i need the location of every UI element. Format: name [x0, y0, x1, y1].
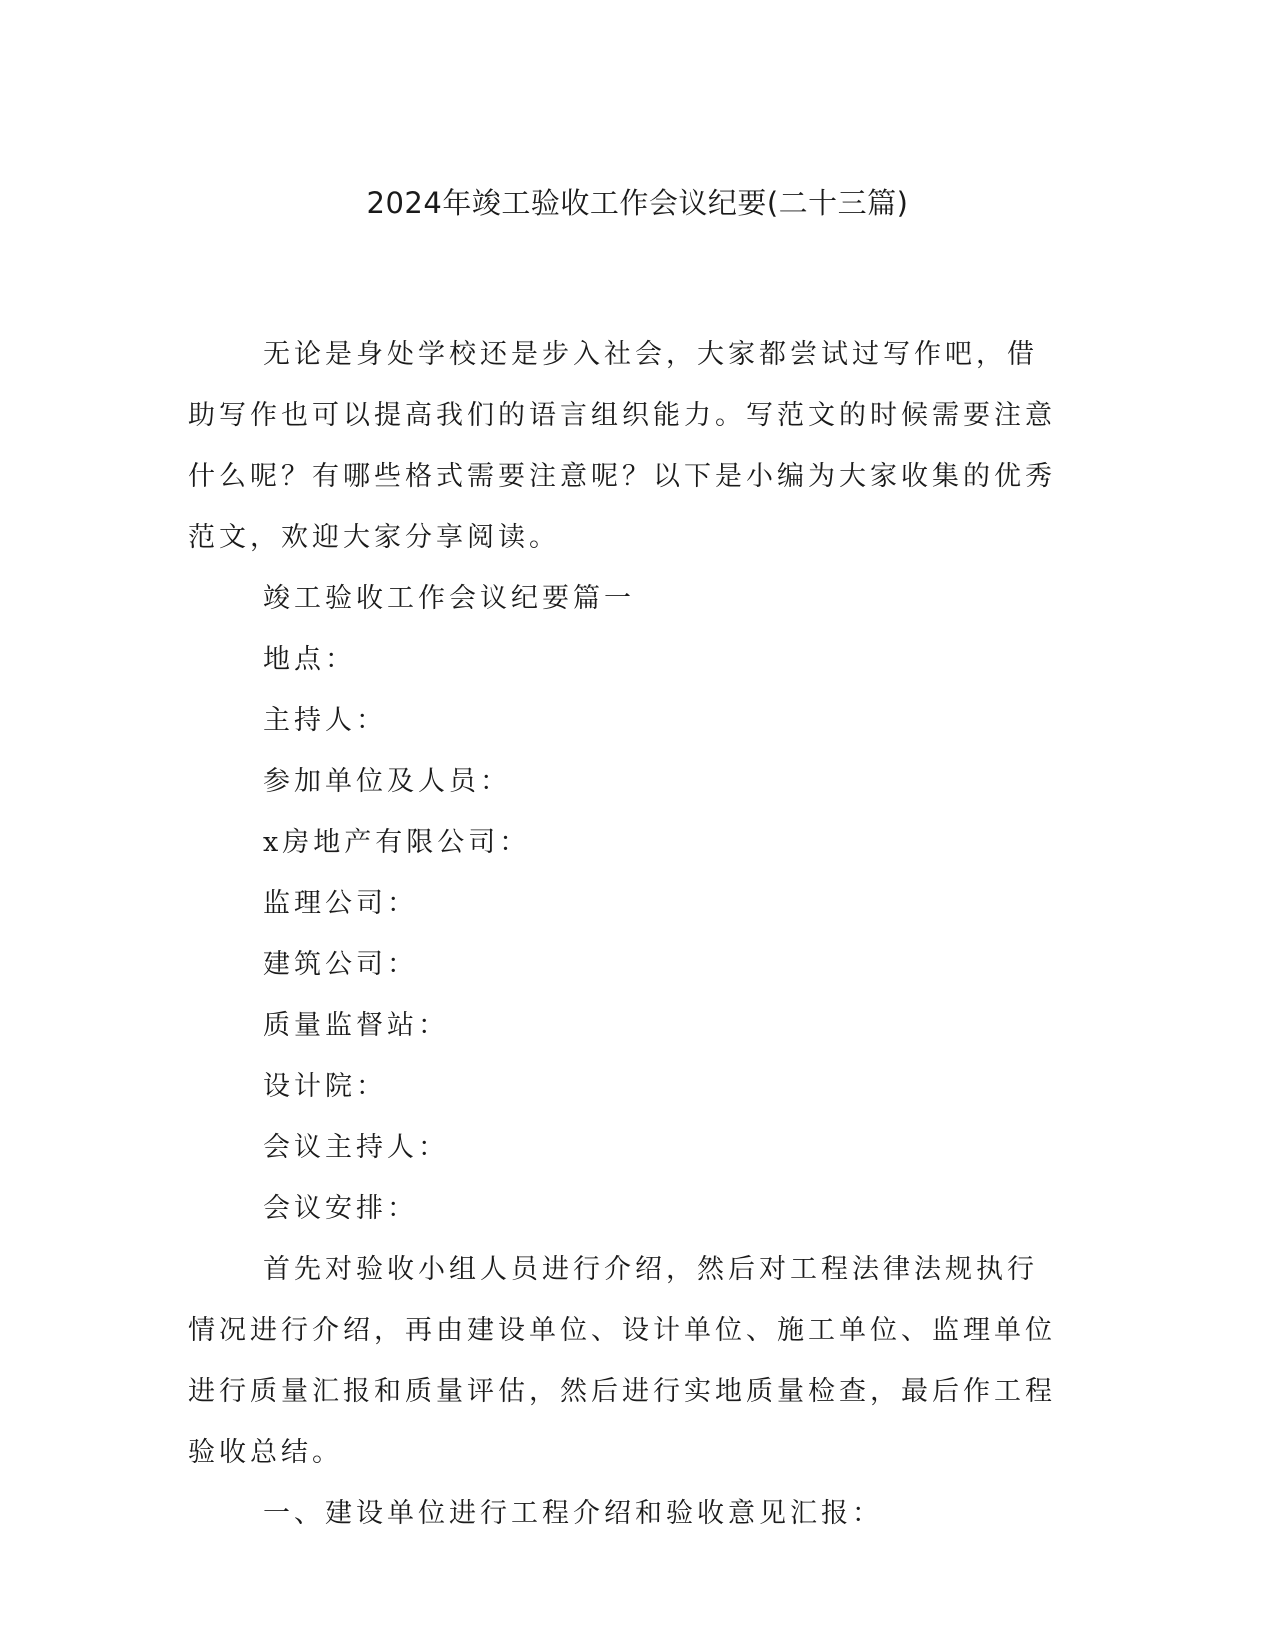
field-location: 地点： [263, 644, 356, 675]
field-supervision-company: 监理公司： [263, 888, 418, 919]
arrangement-paragraph: 首先对验收小组人员进行介绍，然后对工程法律法规执行情况进行介绍，再由建设单位、设计单位、施工单位、监理单位进行质量汇报和质量评估，然后进行实地质量检查，最后作工程验收总结。 [188, 1254, 1056, 1468]
section-heading: 竣工验收工作会议纪要篇一 [263, 583, 635, 614]
field-host: 主持人： [263, 705, 387, 736]
document-title: 2024年竣工验收工作会议纪要(二十三篇) [366, 186, 909, 220]
field-design-institute: 设计院： [263, 1071, 387, 1102]
field-meeting-arrangement: 会议安排： [263, 1193, 418, 1224]
field-quality-station: 质量监督站： [263, 1010, 449, 1041]
item-1-heading: 一、建设单位进行工程介绍和验收意见汇报： [263, 1498, 883, 1529]
document-body [188, 324, 1068, 1544]
field-real-estate-company: x房地产有限公司： [263, 827, 531, 858]
field-construction-company: 建筑公司： [263, 949, 418, 980]
field-meeting-host: 会议主持人： [263, 1132, 449, 1163]
intro-paragraph: 无论是身处学校还是步入社会，大家都尝试过写作吧，借助写作也可以提高我们的语言组织能力。写范文的时候需要注意什么呢？有哪些格式需要注意呢？以下是小编为大家收集的优秀范文，欢迎大家分享阅读。 [188, 339, 1056, 553]
field-participants: 参加单位及人员： [263, 766, 511, 797]
